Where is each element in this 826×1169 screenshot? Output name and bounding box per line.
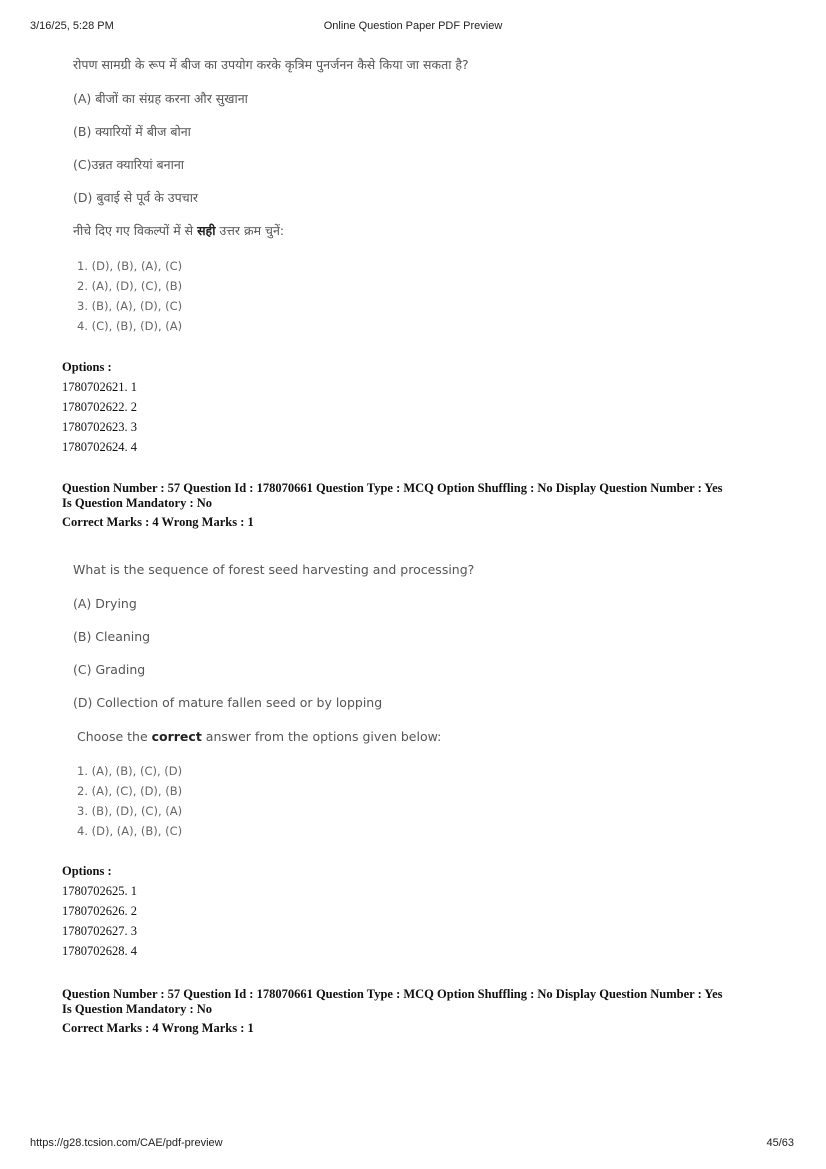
choice-3: 3. (B), (D), (C), (A) (77, 804, 183, 818)
instruction-pre: नीचे दिए गए विकल्पों में से (73, 223, 198, 238)
option-row: 1780702627. 3 (62, 924, 137, 938)
page-number: 45/63 (766, 1137, 794, 1149)
statement-d: (D) Collection of mature fallen seed or by lopping (73, 695, 383, 710)
option-row: 1780702622. 2 (62, 400, 137, 414)
choice-3: 3. (B), (A), (D), (C) (77, 299, 183, 313)
option-row: 1780702626. 2 (62, 904, 137, 918)
instruction-text (77, 729, 441, 744)
page-title: Online Question Paper PDF Preview (323, 20, 503, 32)
question-text: What is the sequence of forest seed harvesting and processing? (73, 562, 475, 577)
instruction-post: उत्तर क्रम चुनें: (215, 223, 285, 238)
statement-c: (C)उन्नत क्यारियां बनाना (73, 157, 185, 172)
options-label: Options : (62, 360, 112, 374)
choice-2: 2. (A), (C), (D), (B) (77, 784, 183, 798)
choice-1: 1. (A), (B), (C), (D) (77, 764, 183, 778)
choice-1: 1. (D), (B), (A), (C) (77, 259, 183, 273)
question-meta-line1: Question Number : 57 Question Id : 178070661 Question Type : MCQ Option Shuffling : No Display Question Number : Yes (62, 987, 723, 1001)
question-meta-line1: Question Number : 57 Question Id : 178070661 Question Type : MCQ Option Shuffling : No Display Question Number : Yes (62, 481, 723, 495)
choice-2: 2. (A), (D), (C), (B) (77, 279, 183, 293)
statement-b: (B) क्यारियों में बीज बोना (73, 124, 191, 139)
question-meta-marks: Correct Marks : 4 Wrong Marks : 1 (62, 515, 254, 529)
statement-d: (D) बुवाई से पूर्व के उपचार (73, 190, 199, 205)
question-text: रोपण सामग्री के रूप में बीज का उपयोग करके कृत्रिम पुनर्जनन कैसे किया जा सकता है? (73, 57, 469, 72)
options-label: Options : (62, 864, 112, 878)
instruction-bold: correct (151, 729, 202, 744)
option-row: 1780702623. 3 (62, 420, 137, 434)
question-meta-line2: Is Question Mandatory : No (62, 1002, 213, 1016)
print-datetime: 3/16/25, 5:28 PM (30, 20, 114, 32)
option-row: 1780702625. 1 (62, 884, 137, 898)
page-url: https://g28.tcsion.com/CAE/pdf-preview (30, 1137, 223, 1149)
instruction-text (73, 222, 284, 239)
option-row: 1780702628. 4 (62, 944, 137, 958)
statement-a: (A) Drying (73, 596, 137, 611)
statement-c: (C) Grading (73, 662, 146, 677)
question-meta-marks: Correct Marks : 4 Wrong Marks : 1 (62, 1021, 254, 1035)
choice-4: 4. (D), (A), (B), (C) (77, 824, 183, 838)
instruction-bold: सही (197, 223, 216, 238)
instruction-post: answer from the options given below: (201, 729, 442, 744)
choice-4: 4. (C), (B), (D), (A) (77, 319, 183, 333)
statement-b: (B) Cleaning (73, 629, 151, 644)
question-meta-line2: Is Question Mandatory : No (62, 496, 213, 510)
option-row: 1780702621. 1 (62, 380, 137, 394)
instruction-pre: Choose the (77, 729, 152, 744)
statement-a: (A) बीजों का संग्रह करना और सुखाना (73, 91, 248, 106)
option-row: 1780702624. 4 (62, 440, 137, 454)
